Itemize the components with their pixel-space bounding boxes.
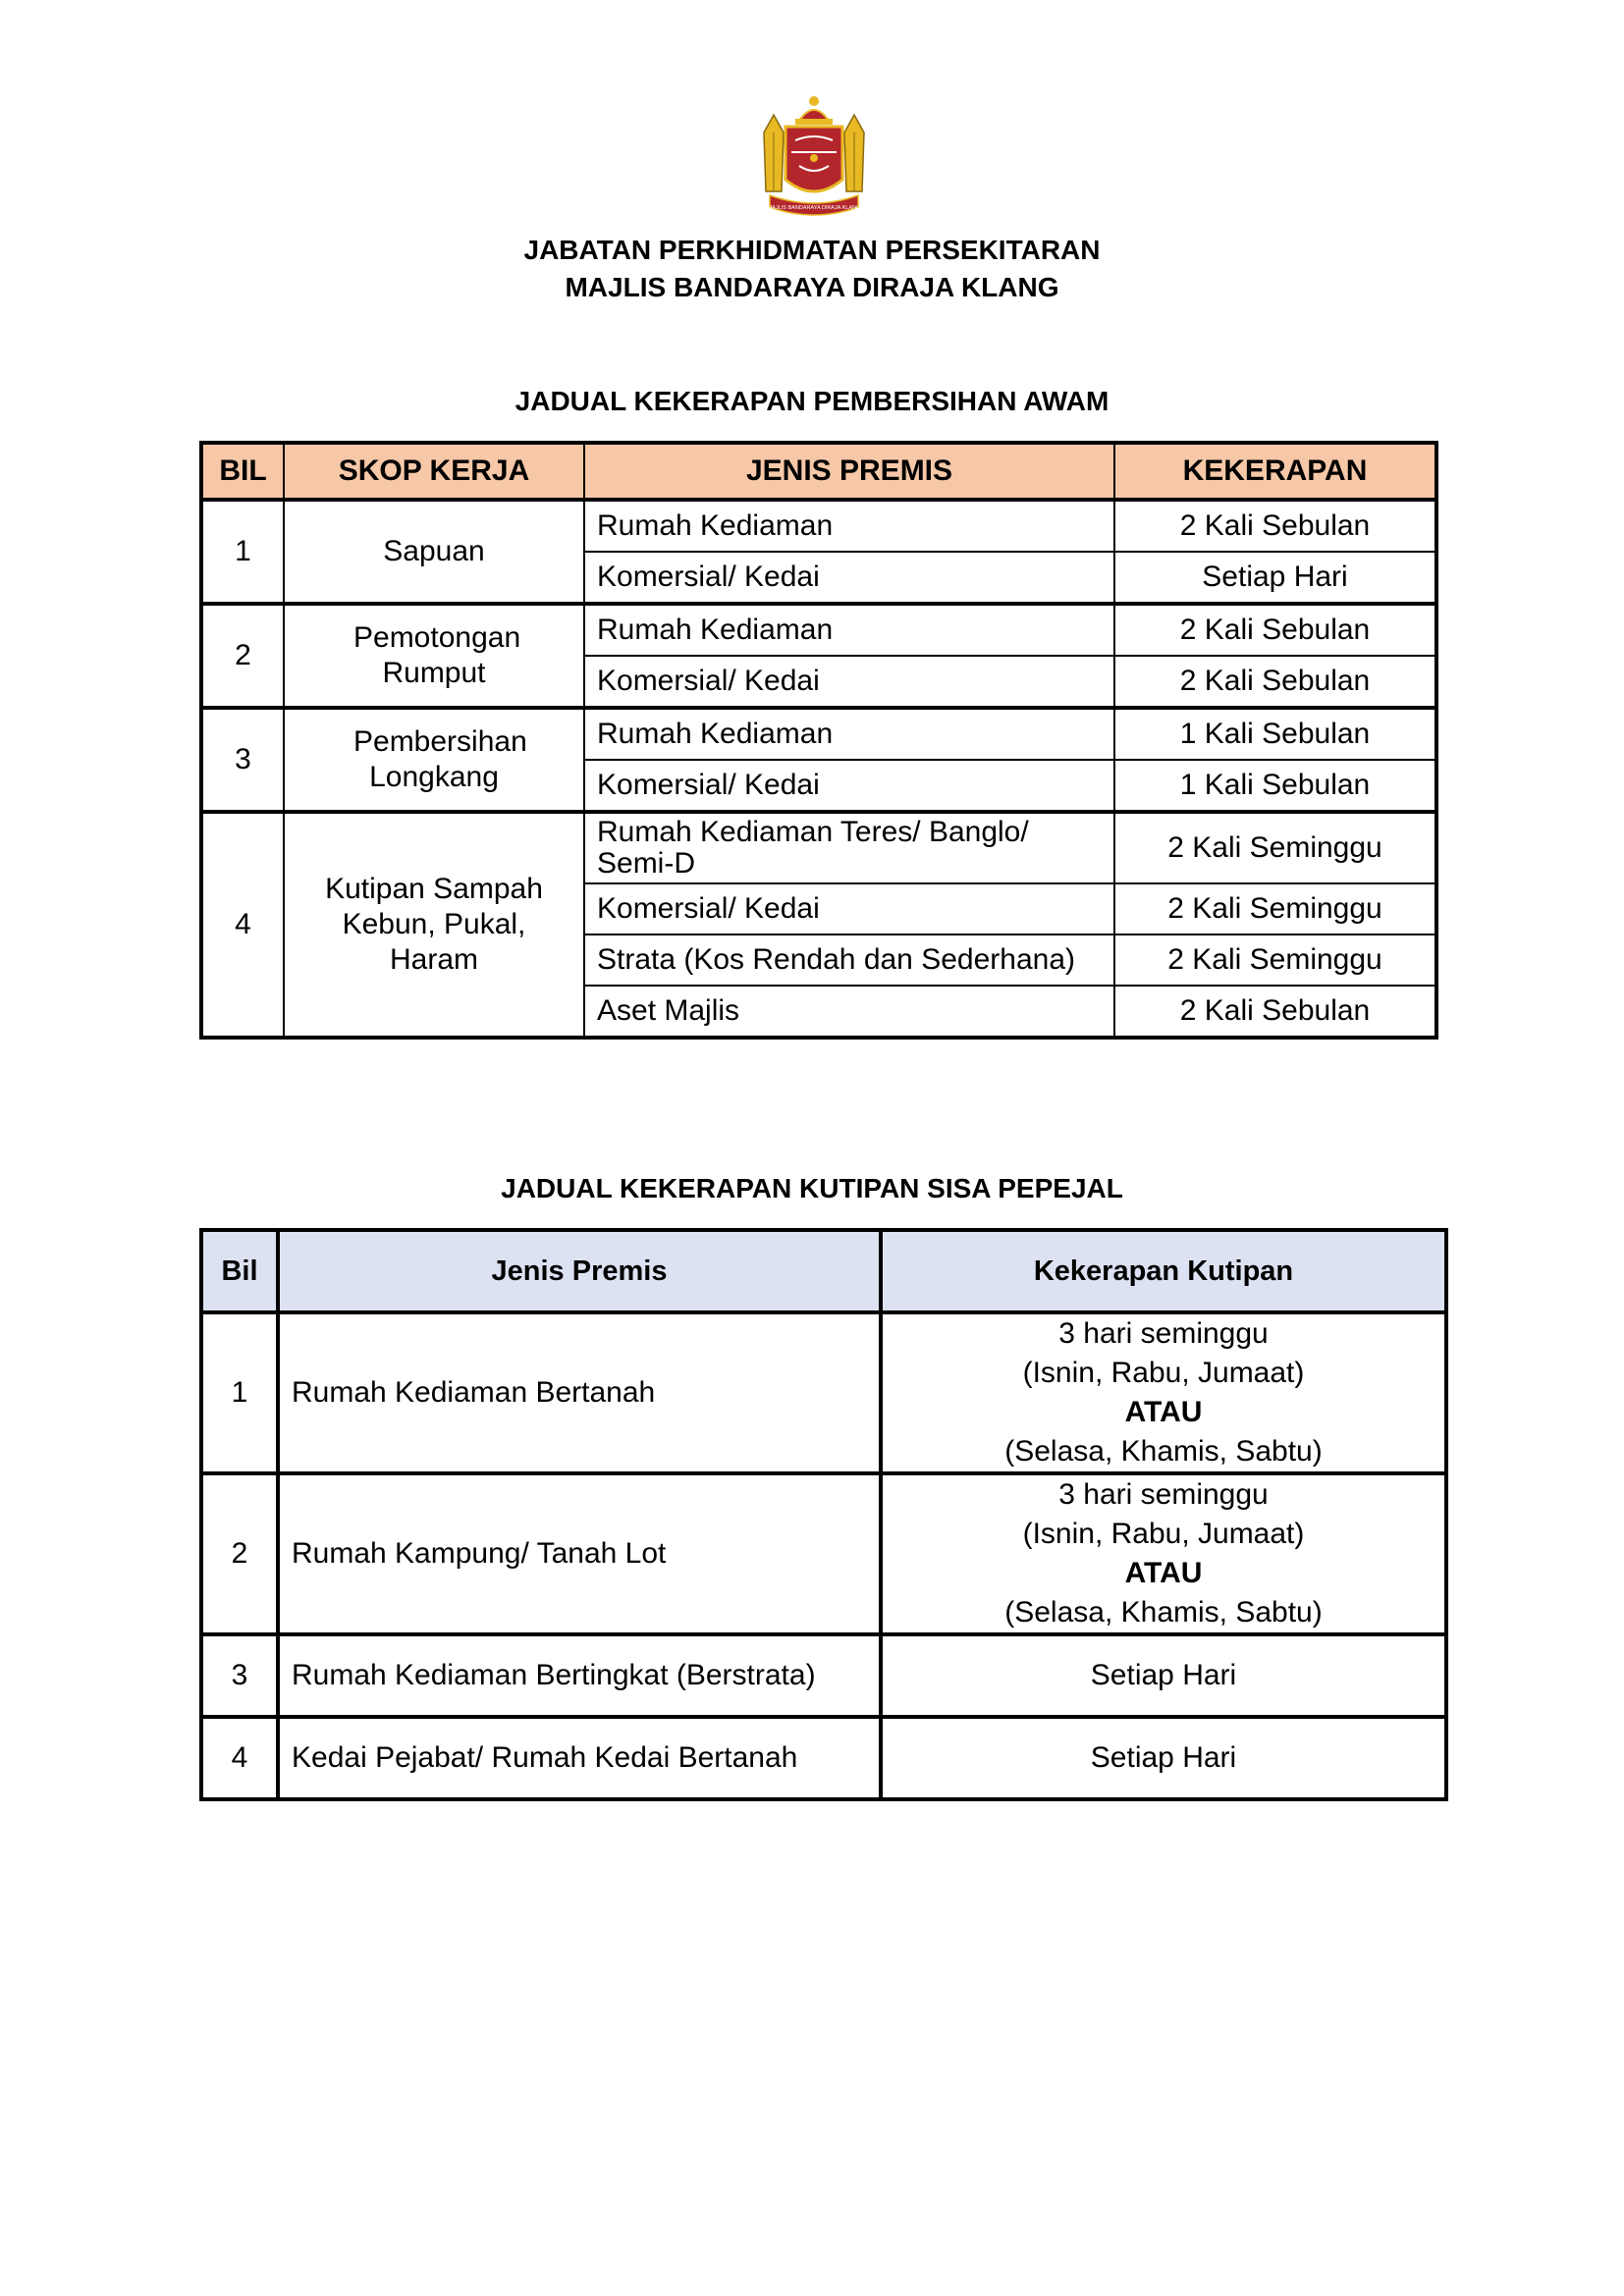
bil-cell: 1 [201,1312,278,1473]
solid-waste-collection-table [199,1228,1448,1801]
table-row [201,500,1436,552]
logo-banner-text: MAJLIS BANDARAYA DIRAJA KLANG [767,205,861,211]
table-row [201,812,1436,883]
kekerapan-cell: Setiap Hari [1114,552,1436,604]
column-header-jenis-premis: Jenis Premis [278,1230,881,1312]
department-title: JABATAN PERKHIDMATAN PERSEKITARAN [523,235,1101,265]
kekerapan-cell: Setiap Hari [881,1717,1446,1799]
table-header-row [201,443,1436,500]
table-header-row [201,1230,1446,1312]
premis-cell: Kedai Pejabat/ Rumah Kedai Bertanah [278,1717,881,1799]
days-option-1: (Isnin, Rabu, Jumaat) [1022,1518,1305,1550]
kekerapan-cell: 2 Kali Sebulan [1114,656,1436,708]
premis-cell: Komersial/ Kedai [584,883,1114,934]
premis-cell: Rumah Kediaman Bertanah [278,1312,881,1473]
table2-title: JADUAL KEKERAPAN KUTIPAN SISA PEPEJAL [501,1173,1123,1203]
frequency-line: 3 hari seminggu [1058,1478,1269,1511]
premis-cell: Komersial/ Kedai [584,656,1114,708]
skop-cell: Pembersihan Longkang [284,708,584,812]
column-header-kekerapan-kutipan: Kekerapan Kutipan [881,1230,1446,1312]
bil-cell: 1 [201,500,284,604]
skop-cell: Pemotongan Rumput [284,604,584,708]
bil-cell: 3 [201,708,284,812]
days-option-2: (Selasa, Khamis, Sabtu) [1004,1435,1323,1468]
kekerapan-cell [881,1312,1446,1473]
table-row [201,1473,1446,1634]
kekerapan-cell: 2 Kali Seminggu [1114,883,1436,934]
days-option-1: (Isnin, Rabu, Jumaat) [1022,1357,1305,1389]
column-header-jenis-premis: JENIS PREMIS [584,443,1114,500]
column-header-bil: Bil [201,1230,278,1312]
bil-cell: 2 [201,1473,278,1634]
bil-cell: 2 [201,604,284,708]
days-option-2: (Selasa, Khamis, Sabtu) [1004,1596,1323,1629]
bil-cell: 4 [201,812,284,1038]
table-row [201,604,1436,656]
public-cleaning-frequency-table [199,441,1438,1040]
column-header-kekerapan: KEKERAPAN [1114,443,1436,500]
column-header-bil: BIL [201,443,284,500]
kekerapan-cell: 2 Kali Sebulan [1114,604,1436,656]
council-title: MAJLIS BANDARAYA DIRAJA KLANG [565,272,1059,302]
kekerapan-cell: 1 Kali Sebulan [1114,760,1436,812]
kekerapan-cell: 2 Kali Seminggu [1114,934,1436,986]
table-row [201,708,1436,760]
frequency-line: 3 hari seminggu [1058,1317,1269,1350]
premis-cell: Rumah Kediaman [584,708,1114,760]
premis-cell: Komersial/ Kedai [584,760,1114,812]
premis-cell: Rumah Kediaman Bertingkat (Berstrata) [278,1634,881,1717]
kekerapan-cell: Setiap Hari [881,1634,1446,1717]
premis-cell: Komersial/ Kedai [584,552,1114,604]
table-row [201,1312,1446,1473]
kekerapan-cell: 2 Kali Seminggu [1114,812,1436,883]
table-row [201,1634,1446,1717]
skop-cell: Kutipan Sampah Kebun, Pukal, Haram [284,812,584,1038]
premis-cell: Rumah Kediaman [584,500,1114,552]
premis-cell: Rumah Kediaman [584,604,1114,656]
premis-cell: Strata (Kos Rendah dan Sederhana) [584,934,1114,986]
table-row [201,1717,1446,1799]
skop-cell: Sapuan [284,500,584,604]
atau-label: ATAU [1124,1396,1203,1428]
premis-cell: Rumah Kampung/ Tanah Lot [278,1473,881,1634]
bil-cell: 4 [201,1717,278,1799]
column-header-skop-kerja: SKOP KERJA [284,443,584,500]
kekerapan-cell: 1 Kali Sebulan [1114,708,1436,760]
atau-label: ATAU [1124,1557,1203,1589]
bil-cell: 3 [201,1634,278,1717]
premis-cell: Rumah Kediaman Teres/ Banglo/ Semi-D [584,812,1114,883]
kekerapan-cell [881,1473,1446,1634]
table1-title: JADUAL KEKERAPAN PEMBERSIHAN AWAM [514,386,1110,416]
premis-cell: Aset Majlis [584,986,1114,1038]
council-crest-logo [756,93,872,226]
kekerapan-cell: 2 Kali Sebulan [1114,986,1436,1038]
kekerapan-cell: 2 Kali Sebulan [1114,500,1436,552]
